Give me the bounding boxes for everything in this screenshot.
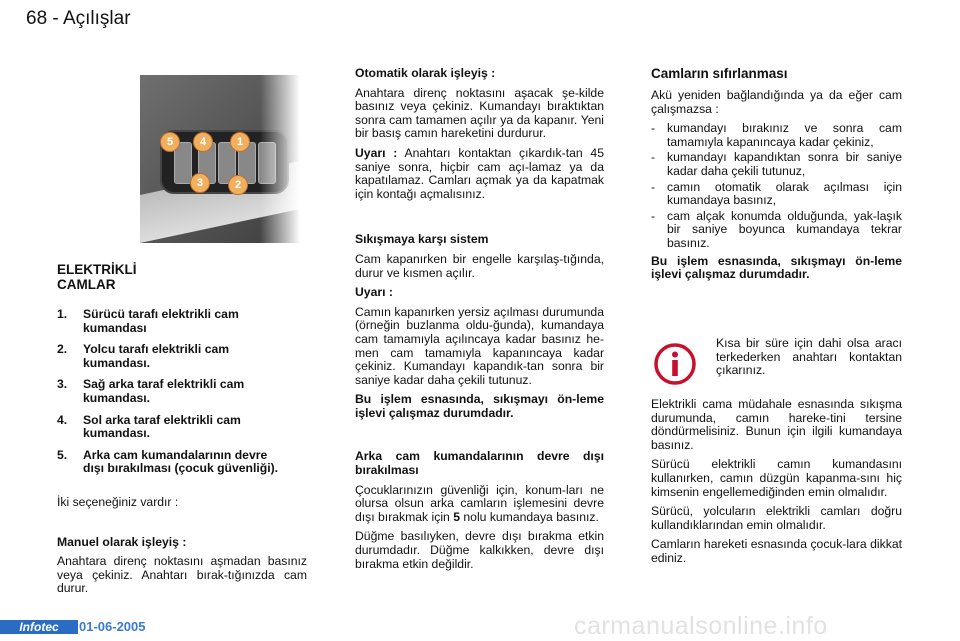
photo-fade — [260, 75, 300, 243]
list-item: 5. Arka cam kumandalarının devre dışı bırakılması (çocuk güvenliği). — [57, 447, 279, 476]
left-column — [57, 262, 307, 602]
anti-pinch-note: Bu işlem esnasında, sıkışmayı ön-leme işlevi çalışmaz durumdadır. — [355, 392, 604, 420]
infotec-logo: Infotec — [0, 620, 78, 634]
page-title: Açılışlar — [62, 8, 131, 29]
reset-steps — [651, 122, 902, 250]
info-icon — [654, 343, 696, 385]
paragraph: Camların hareketi esnasında çocuk-lara dikkat ediniz. — [651, 537, 902, 565]
list-item: 1. Sürücü tarafı elektrikli cam kumandası — [57, 307, 239, 335]
list-item: 4. Sol arka taraf elektrikli cam kumandası. — [57, 412, 241, 441]
warning2-label: Uyarı : — [355, 285, 393, 300]
right-lower — [651, 398, 902, 572]
list-item: - kumandayı kapandıktan sonra bir saniye kadar daha çekili tutunuz, — [651, 150, 902, 178]
badge-3: 3 — [190, 173, 210, 193]
rear-text: Çocuklarınızın güvenliği için, konum-ları ne olursa olsun arka camların işlemesini devre dışı bırakmak için 5 nolu kumandaya basınız. — [355, 482, 604, 524]
warning2-text: Camın kapanırken yersiz açılması durumunda (örneğin buzlanma oldu-ğunda), kumandaya cam tamamıyla açılıncaya kadar basınız he-men cam tamamıyla kapanıncaya kadar çekiniz. Kumandayı kapandık-tan sonra bir saniye kadar daha çekili tutunuz. — [355, 304, 604, 387]
badge-1: 1 — [230, 132, 250, 152]
info-text: Kısa bir süre için dahi olsa aracı terkederken anahtarı kontaktan çıkarınız. — [716, 336, 902, 378]
section-heading-line2: CAMLAR — [57, 277, 116, 292]
list-item: - camın otomatik olarak açılması için kumandaya basınız, — [651, 179, 902, 208]
badge-4: 4 — [193, 132, 213, 152]
middle-column — [355, 67, 604, 577]
options-text: İki seçeneğiniz vardır : — [57, 494, 179, 509]
page-number: 68 — [26, 8, 48, 29]
manual-heading: Manuel olarak işleyiş : — [57, 534, 187, 549]
window-switch-photo — [140, 75, 300, 243]
auto-heading: Otomatik olarak işleyiş : — [355, 66, 496, 80]
page-header — [26, 8, 131, 30]
rear-text2: Düğme basılıyken, devre dışı bırakma etkin durumdadır. Düğme kalkıkken, devre dışı bırakma etkin değildir. — [355, 529, 604, 571]
reset-note: Bu işlem esnasında, sıkışmayı ön-leme işlevi çalışmaz durumdadır. — [651, 253, 902, 282]
anti-pinch-text: Cam kapanırken bir engelle karşılaş-tığında, durur ve kısmen açılır. — [355, 251, 604, 280]
reset-heading: Camların sıfırlanması — [651, 66, 788, 81]
list-item: - kumandayı bırakınız ve sonra cam tamamıyla kapanıncaya kadar çekiniz, — [651, 121, 902, 149]
paragraph: Sürücü elektrikli camın kumandasını kullanırken, camın düzgün kapanma-sını hiç kimsenin engellemediğinden emin olmalıdır. — [651, 457, 902, 499]
warning-paragraph: Uyarı : Anahtarı kontaktan çıkardık-tan 45 saniye sonra, hiçbir cam açı-lamaz ya da kapatılamaz. Camları açmak ya da kapatmak için kontağı açmalısınız. — [355, 145, 604, 201]
rear-heading: Arka cam kumandalarının devre dışı bırakılması — [355, 449, 604, 478]
section-heading-line1: ELEKTRİKLİ — [57, 262, 137, 277]
anti-pinch-heading: Sıkışmaya karşı sistem — [355, 232, 489, 247]
list-item: 2. Yolcu tarafı elektrikli cam kumandası. — [57, 342, 230, 370]
list-item: 3. Sağ arka taraf elektrikli cam kumandası. — [57, 377, 245, 405]
watermark: carmanualsonline.info — [574, 612, 828, 640]
list-item: - cam alçak konumda olduğunda, yak-laşık bir saniye boyunca kumandaya tekrar basınız. — [651, 208, 902, 250]
paragraph: Elektrikli cama müdahale esnasında sıkışma durumunda, camın hareke-tini tersine döndürmelisiniz. Bunun için ilgili kumandaya basınız. — [651, 397, 902, 452]
right-column — [651, 66, 902, 288]
switch-list — [57, 308, 307, 476]
warning-label: Uyarı : — [355, 145, 398, 160]
reset-intro: Akü yeniden bağlandığında ya da eğer cam çalışmazsa : — [651, 88, 902, 116]
info-box — [716, 337, 902, 384]
badge-5: 5 — [160, 132, 180, 152]
header-separator: - — [52, 8, 59, 29]
paragraph: Sürücü, yolcuların elektrikli camları doğru kullandıklarından emin olmalıdır. — [651, 504, 902, 532]
footer-date: 01-06-2005 — [79, 619, 146, 634]
badge-2: 2 — [228, 175, 248, 195]
manual-text: Anahtara direnç noktasını aşmadan basınız veya çekiniz. Anahtarı bırak-tığınızda cam durur. — [57, 554, 307, 596]
auto-text: Anahtara direnç noktasını aşacak şe-kilde basınız veya çekiniz. Kumandayı bıraktıktan sonra cam tamamen açılır ya da kapanır. Yeni bir basış camın hareketini durdurur. — [355, 85, 604, 141]
